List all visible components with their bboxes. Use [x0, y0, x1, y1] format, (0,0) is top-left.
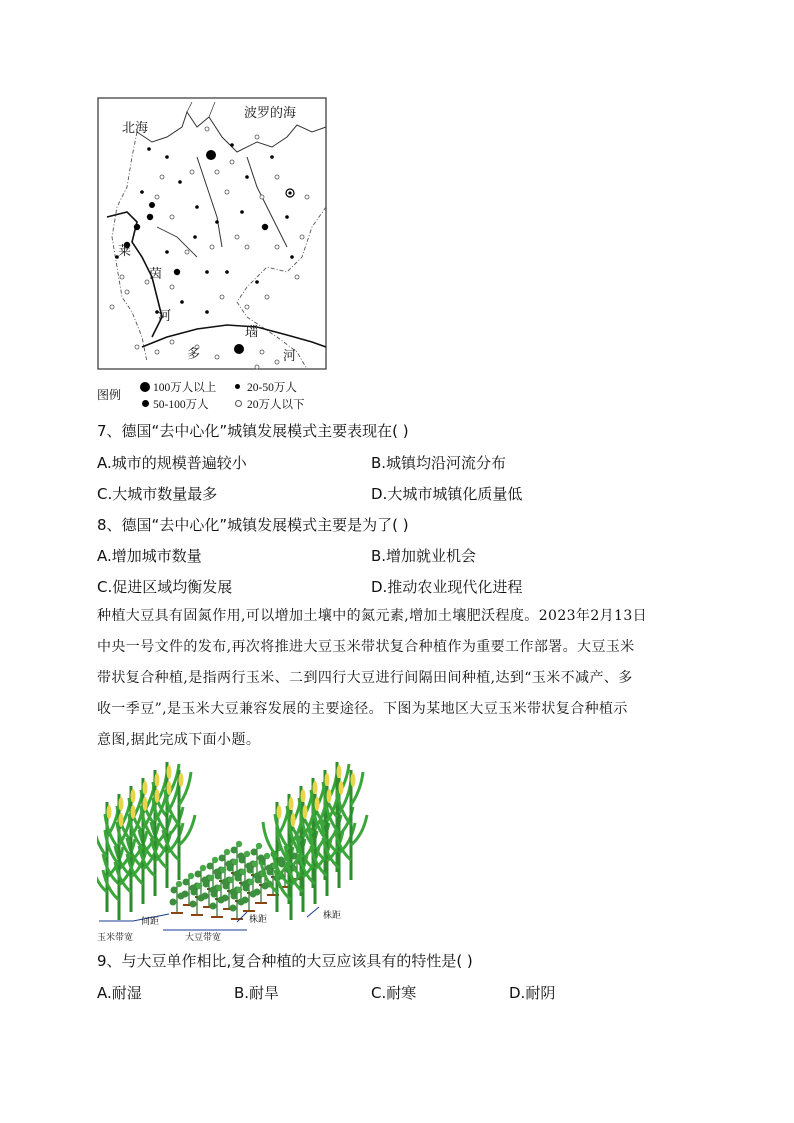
- rhine-label-2: 茵: [149, 267, 163, 282]
- map-svg: [97, 97, 327, 413]
- question-8-option-b[interactable]: B.增加就业机会: [371, 547, 477, 565]
- question-8-option-c[interactable]: C.促进区域均衡发展: [97, 578, 233, 596]
- baltic-sea-label: 波罗的海: [244, 106, 297, 121]
- question-7-stem: 7、德国“去中心化”城镇发展模式主要表现在( ): [97, 422, 409, 440]
- legend-item-3: 50-100万人: [153, 399, 209, 411]
- question-9-option-d[interactable]: D.耐阴: [509, 984, 556, 1002]
- legend-medium-dot-icon: [142, 400, 149, 407]
- legend-item-1: 100万人以上: [153, 382, 217, 394]
- intercropping-diagram: [97, 762, 380, 944]
- soybean-band-width-label: 大豆带宽: [185, 932, 222, 942]
- question-7-option-b[interactable]: B.城镇均沿河流分布: [371, 454, 507, 472]
- plant-spacing-label-1: 株距: [249, 914, 268, 924]
- maize-band-width-label: 玉米带宽: [97, 932, 134, 942]
- row-spacing-label: 间距: [141, 916, 160, 926]
- question-7-option-c[interactable]: C.大城市数量最多: [97, 485, 218, 503]
- question-7-option-d[interactable]: D.大城市城镇化质量低: [371, 485, 523, 503]
- legend-small-dot-icon: [235, 384, 240, 389]
- passage-line-5: 意图,据此完成下面小题。: [97, 732, 261, 748]
- passage-line-1: 种植大豆具有固氮作用,可以增加土壤中的氮元素,增加土壤肥沃程度。2023年2月13日: [97, 608, 648, 624]
- danube-label-3: 河: [283, 349, 297, 364]
- question-8-option-d[interactable]: D.推动农业现代化进程: [371, 578, 523, 596]
- legend-item-2: 20-50万人: [247, 382, 297, 394]
- danube-label-1: 多: [187, 347, 201, 362]
- north-sea-label: 北海: [122, 121, 149, 136]
- passage-line-3: 带状复合种植,是指两行玉米、二到四行大豆进行间隔田间种植,达到“玉米不减产、多: [97, 670, 633, 686]
- danube-label-2: 瑙: [245, 325, 259, 340]
- passage-line-2: 中央一号文件的发布,再次将推进大豆玉米带状复合种植作为重要工作部署。大豆玉米: [97, 639, 635, 655]
- plant-spacing-label-2: 株距: [323, 910, 342, 920]
- question-7-option-a[interactable]: A.城市的规模普遍较小: [97, 454, 247, 472]
- question-9-option-b[interactable]: B.耐旱: [234, 984, 280, 1002]
- legend-hollow-dot-icon: [235, 400, 242, 407]
- germany-city-map: [97, 97, 327, 413]
- passage: [97, 601, 697, 756]
- legend-title: 图例: [97, 388, 122, 402]
- question-8-option-a[interactable]: A.增加城市数量: [97, 547, 202, 565]
- question-9-option-c[interactable]: C.耐寒: [371, 984, 417, 1002]
- passage-line-4: 收一季豆”,是玉米大豆兼容发展的主要途径。下图为某地区大豆玉米带状复合种植示: [97, 701, 628, 717]
- rhine-label-1: 莱: [118, 244, 132, 259]
- rhine-label-3: 河: [158, 309, 172, 324]
- question-9-option-a[interactable]: A.耐湿: [97, 984, 142, 1002]
- question-9-stem: 9、与大豆单作相比,复合种植的大豆应该具有的特性是( ): [97, 952, 473, 970]
- legend-large-dot-icon: [140, 382, 150, 392]
- legend-item-4: 20万人以下: [247, 399, 305, 411]
- question-8-stem: 8、德国“去中心化”城镇发展模式主要是为了( ): [97, 516, 409, 534]
